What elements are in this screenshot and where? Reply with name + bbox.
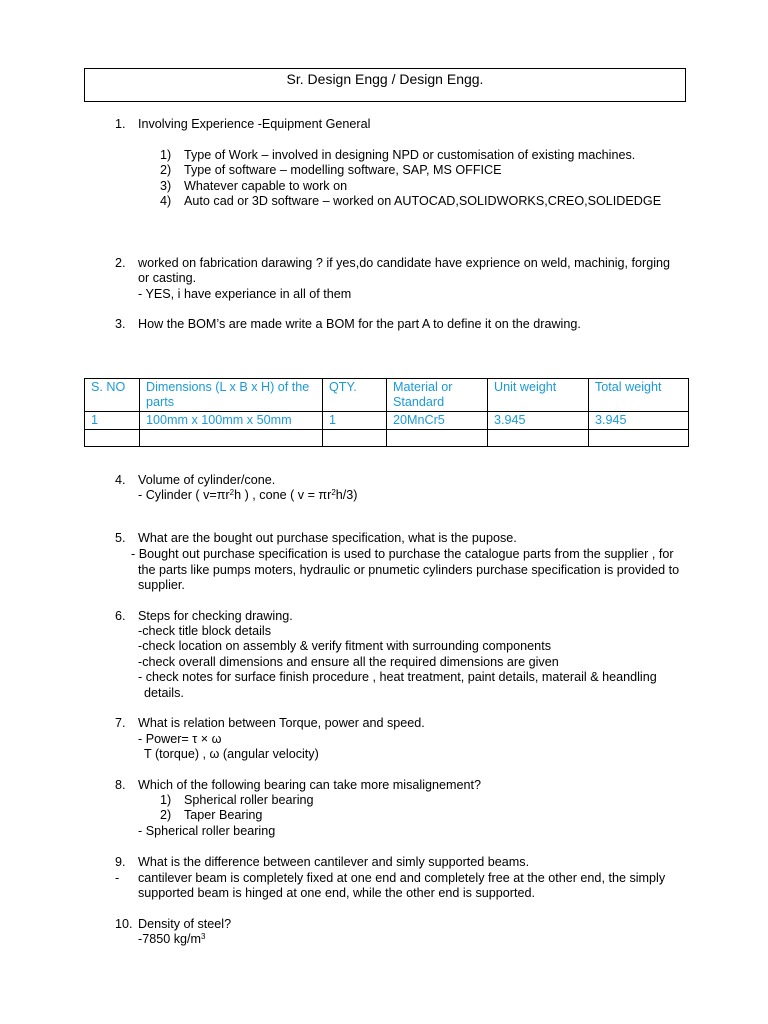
list-item: Taper Bearing bbox=[184, 808, 263, 822]
answer-text: T (torque) , ω (angular velocity) bbox=[144, 747, 319, 761]
question-number: 4. bbox=[115, 473, 126, 487]
table-cell bbox=[323, 430, 387, 447]
question-text: Involving Experience -Equipment General bbox=[138, 117, 371, 131]
list-item-number: 2) bbox=[160, 163, 172, 177]
answer-text: - Cylinder ( $v=\pi r^2h$ ) , cone ( $v = \pi r^2h/3$) bbox=[138, 488, 358, 502]
question-number: 2. bbox=[115, 256, 126, 270]
table-cell bbox=[85, 430, 140, 447]
answer-text: - check notes for surface finish procedure , heat treatment, paint details, materail & heandling bbox=[138, 670, 657, 684]
question-number: 6. bbox=[115, 609, 126, 623]
page-title: Sr. Design Engg / Design Engg. bbox=[286, 71, 484, 87]
table-header: Material or Standard bbox=[387, 379, 488, 412]
table-cell: 1 bbox=[323, 412, 387, 430]
table-cell bbox=[387, 430, 488, 447]
question-text: Steps for checking drawing. bbox=[138, 609, 293, 623]
table-cell bbox=[589, 430, 689, 447]
list-item-number: 3) bbox=[160, 179, 172, 193]
list-item-number: 1) bbox=[160, 793, 172, 807]
table-cell: 1 bbox=[85, 412, 140, 430]
table-header: Dimensions (L x B x H) of the parts bbox=[140, 379, 323, 412]
question-text: What are the bought out purchase specification, what is the pupose. bbox=[138, 531, 517, 545]
question-text: worked on fabrication darawing ? if yes,do candidate have exprience on weld, machinig, forging bbox=[138, 256, 671, 270]
table-cell: 20MnCr5 bbox=[387, 412, 488, 430]
table-header: S. NO bbox=[85, 379, 140, 412]
table-cell: 3.945 bbox=[589, 412, 689, 430]
table-row bbox=[85, 430, 689, 447]
question-text: Density of steel? bbox=[138, 917, 232, 931]
answer-text: -check location on assembly & verify fitment with surrounding components bbox=[138, 639, 551, 653]
title-box bbox=[84, 68, 686, 102]
bom-table bbox=[84, 378, 689, 447]
question-number: 7. bbox=[115, 716, 126, 730]
list-item: Spherical roller bearing bbox=[184, 793, 314, 807]
question-text: Volume of cylinder/cone. bbox=[138, 473, 276, 487]
question-text: How the BOM’s are made write a BOM for the part A to define it on the drawing. bbox=[138, 317, 581, 331]
answer-text: the parts like pumps moters, hydraulic or pnumetic cylinders purchase specification is provided to bbox=[138, 563, 680, 577]
question-text: Which of the following bearing can take more misalignement? bbox=[138, 778, 482, 792]
question-text: or casting. bbox=[138, 271, 197, 285]
question-text: What is relation between Torque, power and speed. bbox=[138, 716, 425, 730]
answer-text: - Spherical roller bearing bbox=[138, 824, 276, 838]
question-number: 9. bbox=[115, 855, 126, 869]
question-number: 1. bbox=[115, 117, 126, 131]
question-number: 3. bbox=[115, 317, 126, 331]
answer-text: supplier. bbox=[138, 578, 185, 592]
table-header: Total weight bbox=[589, 379, 689, 412]
answer-text: - YES, i have experiance in all of them bbox=[138, 287, 352, 301]
question-number: 8. bbox=[115, 778, 126, 792]
answer-text: -7850 $kg/m^3$ bbox=[138, 932, 206, 946]
table-cell bbox=[488, 430, 589, 447]
answer-text: cantilever beam is completely fixed at one end and completely free at the other end, the simply bbox=[138, 871, 666, 885]
answer-text: - Bought out purchase specification is used to purchase the catalogue parts from the supplier , for bbox=[131, 547, 674, 561]
answer-text: supported beam is hinged at one end, while the other end is supported. bbox=[138, 886, 535, 900]
table-header: QTY. bbox=[323, 379, 387, 412]
question-text: What is the difference between cantilever and simly supported beams. bbox=[138, 855, 530, 869]
list-item-number: 2) bbox=[160, 808, 172, 822]
list-item-number: 4) bbox=[160, 194, 172, 208]
table-row bbox=[85, 412, 689, 430]
table-cell bbox=[140, 430, 323, 447]
question-number: 5. bbox=[115, 531, 126, 545]
table-cell: 3.945 bbox=[488, 412, 589, 430]
answer-text: -check title block details bbox=[138, 624, 271, 638]
list-item: Whatever capable to work on bbox=[184, 179, 348, 193]
answer-text: -check overall dimensions and ensure all the required dimensions are given bbox=[138, 655, 559, 669]
table-cell: 100mm x 100mm x 50mm bbox=[140, 412, 323, 430]
answer-dash: - bbox=[115, 871, 120, 885]
question-number: 10. bbox=[115, 917, 133, 931]
list-item: Auto cad or 3D software – worked on AUTOCAD,SOLIDWORKS,CREO,SOLIDEDGE bbox=[184, 194, 662, 208]
answer-text: details. bbox=[144, 686, 184, 700]
answer-text: - Power= τ × ω bbox=[138, 732, 222, 746]
list-item: Type of software – modelling software, SAP, MS OFFICE bbox=[184, 163, 502, 177]
table-header-row bbox=[85, 379, 689, 412]
table-header: Unit weight bbox=[488, 379, 589, 412]
list-item: Type of Work – involved in designing NPD or customisation of existing machines. bbox=[184, 148, 636, 162]
list-item-number: 1) bbox=[160, 148, 172, 162]
